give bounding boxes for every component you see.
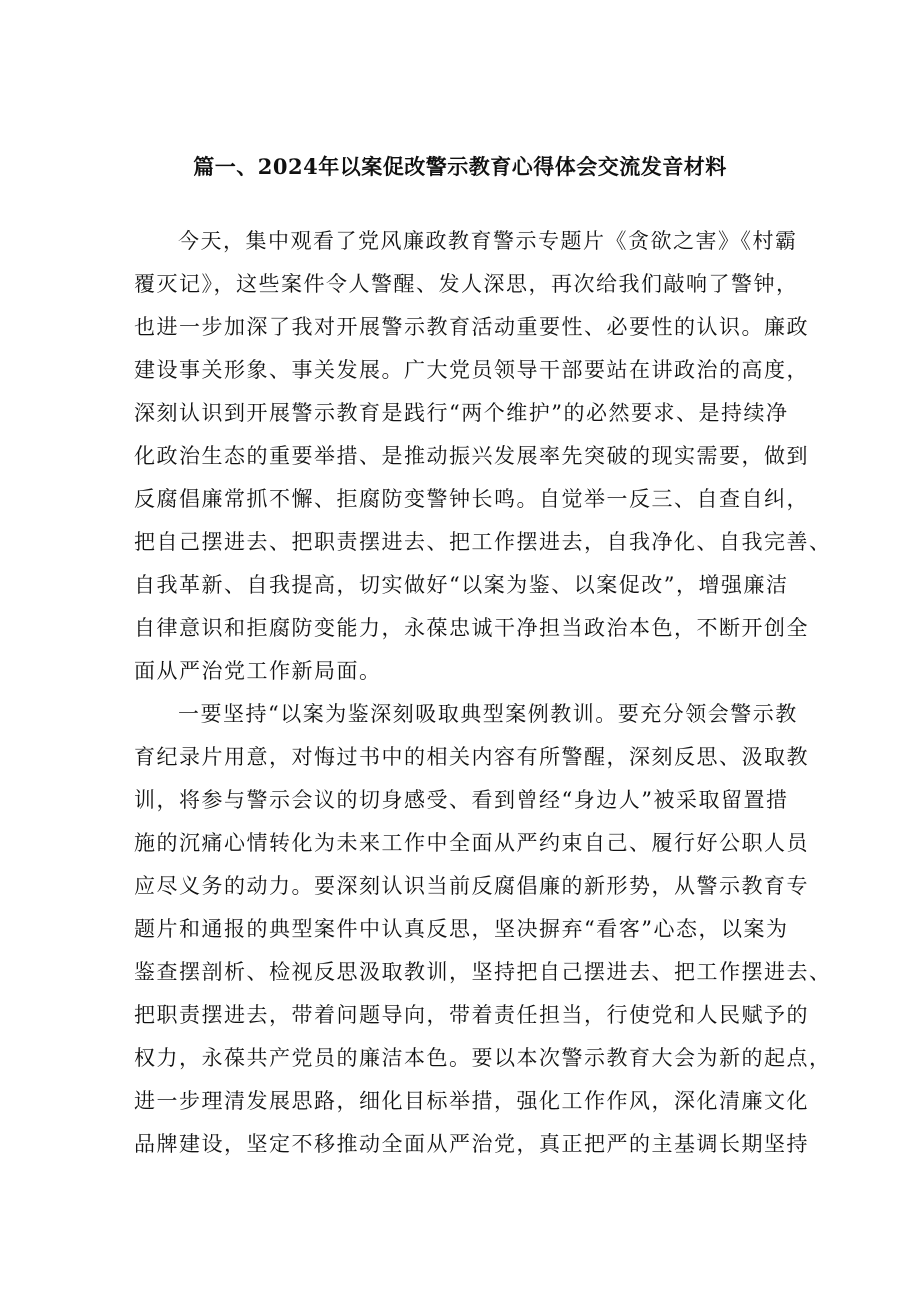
paragraph-2-line-6: 题片和通报的典型案件中认真反思，坚决摒弃“看客”心态，以案为 (134, 917, 789, 941)
paragraph-2-line-1: 一要坚持“以案为鉴深刻吸取典型案例教训。要充分领会警示教 (178, 702, 798, 726)
paragraph-1-line-5: 深刻认识到开展警示教育是践行“两个维护”的必然要求、是持续净 (134, 401, 789, 425)
paragraph-1-line-1: 今天，集中观看了党风廉政教育警示专题片《贪欲之害》《村霸 (178, 229, 798, 253)
paragraph-1-line-9: 自我革新、自我提高，切实做好“以案为鉴、以案促改”，增强廉洁 (134, 573, 789, 597)
document-title: 篇一、2024年以案促改警示教育心得体会交流发音材料 (193, 154, 727, 179)
paragraph-2-line-2: 育纪录片用意，对悔过书中的相关内容有所警醒，深刻反思、汲取教 (134, 745, 809, 769)
paragraph-2-line-9: 权力，永葆共产党员的廉洁本色。要以本次警示教育大会为新的起点， (134, 1046, 832, 1070)
paragraph-1-line-7: 反腐倡廉常抓不懈、拒腐防变警钟长鸣。自觉举一反三、自查自纠， (134, 487, 809, 511)
document-body (134, 220, 832, 1166)
paragraph-1-line-3: 也进一步加深了我对开展警示教育活动重要性、必要性的认识。廉政 (134, 315, 809, 339)
paragraph-1-line-10: 自律意识和拒腐防变能力，永葆忠诚干净担当政治本色，不断开创全 (134, 616, 809, 640)
paragraph-2-line-5: 应尽义务的动力。要深刻认识当前反腐倡廉的新形势，从警示教育专 (134, 874, 809, 898)
paragraph-1-line-4: 建设事关形象、事关发展。广大党员领导干部要站在讲政治的高度， (134, 358, 809, 382)
paragraph-1-line-8: 把自己摆进去、把职责摆进去、把工作摆进去，自我净化、自我完善、 (134, 530, 832, 554)
paragraph-2-line-8: 把职责摆进去，带着问题导向，带着责任担当，行使党和人民赋予的 (134, 1003, 809, 1027)
paragraph-2-line-11: 品牌建设，坚定不移推动全面从严治党，真正把严的主基调长期坚持 (134, 1132, 809, 1156)
paragraph-1-line-6: 化政治生态的重要举措、是推动振兴发展率先突破的现实需要，做到 (134, 444, 809, 468)
paragraph-2-line-10: 进一步理清发展思路，细化目标举措，强化工作作风，深化清廉文化 (134, 1089, 809, 1113)
paragraph-1-line-11: 面从严治党工作新局面。 (134, 659, 382, 683)
paragraph-2-line-3: 训，将参与警示会议的切身感受、看到曾经“身边人”被采取留置措 (134, 788, 789, 812)
paragraph-2-line-7: 鉴查摆剖析、检视反思汲取教训，坚持把自己摆进去、把工作摆进去、 (134, 960, 832, 984)
paragraph-1-line-2: 覆灭记》，这些案件令人警醒、发人深思，再次给我们敲响了警钟， (134, 272, 799, 296)
paragraph-2-line-4: 施的沉痛心情转化为未来工作中全面从严约束自己、履行好公职人员 (134, 831, 809, 855)
